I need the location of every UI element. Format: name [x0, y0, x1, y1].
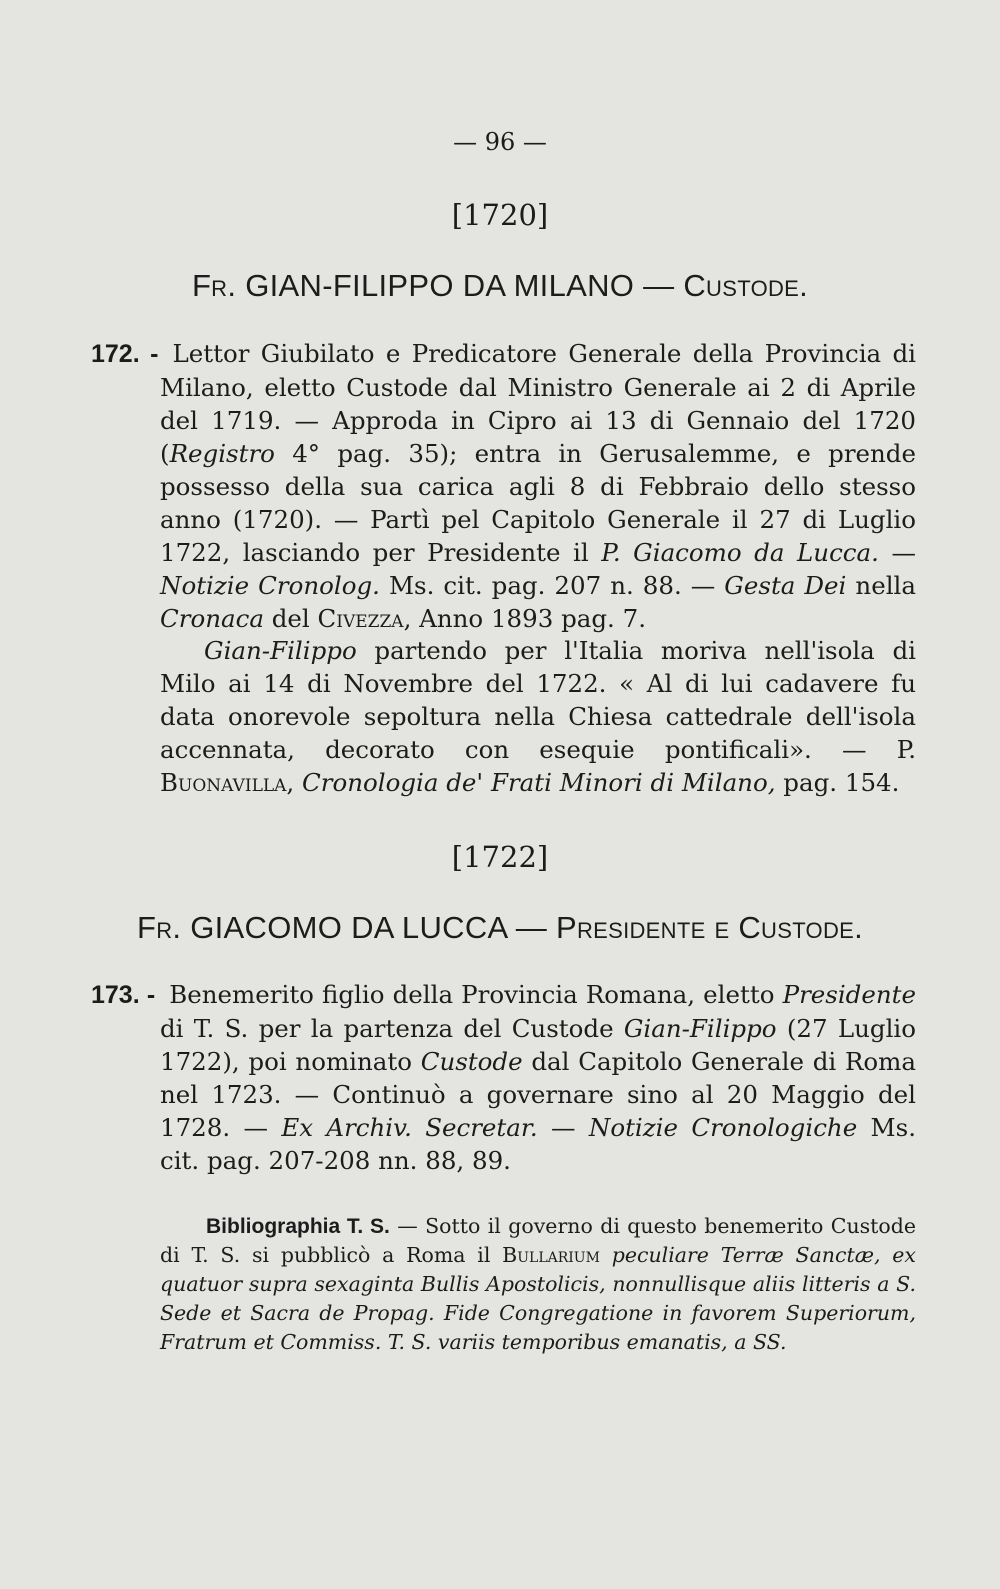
- text-run: pag. 154.: [775, 768, 900, 797]
- text-run: Ms. cit. pag. 207 n. 88. —: [379, 571, 725, 600]
- text-run: [600, 1243, 612, 1267]
- italic-run: Gian-Filippo: [623, 1014, 777, 1043]
- italic-run: Cronologia de' Frati Minori di Milano,: [302, 768, 776, 797]
- text-run: —: [537, 1113, 589, 1142]
- italic-run: Registro: [169, 439, 275, 468]
- year-marker-1720: [1720]: [451, 198, 549, 232]
- italic-run: Presidente: [782, 980, 916, 1009]
- text-run: partendo per l'Italia moriva nell'isola di Milo ai 14 di Novembre del 1722. « Al di lui cadavere fu data onorevole sepoltura nella Chiesa cattedrale dell'isola accennata, decorato con esequie pontificali». — P.: [160, 636, 916, 764]
- text-run: 4° pag. 35); entra in Gerusalemme, e prende possesso della sua carica agli 8 di Febbraio dello stesso anno (1720). — Partì pel Capitolo Generale il 27 di Luglio 1722, lasciando per Presidente il: [160, 439, 916, 567]
- text-run: —: [878, 538, 916, 567]
- text-run: nella: [846, 571, 916, 600]
- italic-run: Cronaca: [160, 604, 264, 633]
- heading-title: Custode.: [683, 268, 809, 303]
- entry-number-172: 172. -: [91, 340, 159, 368]
- author-name: Buonavilla: [160, 768, 287, 797]
- heading-dash: —: [643, 268, 675, 303]
- entry-172-paragraph-1: [91, 337, 916, 635]
- text-run: Ms. cit. pag. 207-208 nn. 88, 89.: [160, 1113, 916, 1175]
- entry-number-173: 173. -: [91, 981, 156, 1009]
- heading-title: Presidente e Custode.: [555, 910, 864, 945]
- italic-run: Gesta Dei: [724, 571, 847, 600]
- heading-prefix: Fr.: [191, 268, 237, 303]
- text-run: Lettor Giubilato e Predicatore Generale della Provincia di Milano, eletto Custode dal Ministro Generale ai 2 di Aprile del 1719. — Approda in Cipro ai 13 di Gennaio del 1720 (: [160, 339, 916, 468]
- italic-run: Custode: [420, 1047, 523, 1076]
- heading-dash: —: [515, 910, 548, 945]
- text-run: , Anno 1893 pag. 7.: [403, 604, 647, 633]
- italic-run: peculiare Terræ Sanctæ, ex quatuor supra sexaginta Bullis Apostolicis, nonnullisque aliis litteris a S. Sede et Sacra de Propag. Fide Congregatione in favorem Superiorum, Fratrum et Commiss. T. S. variis temporibus emanatis, a SS.: [160, 1243, 916, 1354]
- italic-run: Notizie Cronolog.: [160, 571, 380, 600]
- text-run: ,: [286, 768, 302, 797]
- heading-prefix: Fr.: [136, 910, 182, 945]
- section-heading-giacomo: [0, 910, 1000, 946]
- heading-name: GIAN-FILIPPO DA MILANO: [245, 268, 635, 303]
- italic-run: Notizie Cronologiche: [588, 1113, 858, 1142]
- text-run: del: [263, 604, 318, 633]
- bibliography-note: [160, 1212, 916, 1357]
- italic-run: P. Giacomo da Lucca.: [601, 538, 879, 567]
- entry-173-paragraph-1: [91, 978, 917, 1177]
- year-marker-1722: [1722]: [451, 840, 549, 874]
- bullarium-title: Bullarium: [502, 1243, 600, 1267]
- section-heading-gian-filippo: [0, 268, 1000, 304]
- text-run: (27 Luglio 1722), poi nominato: [160, 1014, 917, 1076]
- italic-run: Ex Archiv. Secretar.: [281, 1113, 538, 1142]
- text-run: — Sotto il governo di questo benemerito Custode di T. S. si pubblicò a Roma il: [160, 1214, 916, 1267]
- italic-run: Gian-Filippo: [204, 636, 357, 665]
- entry-172-paragraph-2: [160, 634, 916, 799]
- author-name: Civezza: [317, 604, 404, 633]
- text-run: Benemerito figlio della Provincia Romana, eletto: [169, 980, 783, 1009]
- bibliography-lead: Bibliographia T. S.: [206, 1215, 390, 1238]
- page-number: — 96 —: [453, 128, 547, 156]
- heading-name: GIACOMO DA LUCCA: [190, 910, 507, 945]
- text-run: dal Capitolo Generale di Roma nel 1723. — Continuò a governare sino al 20 Maggio del 1728. —: [160, 1047, 916, 1142]
- text-run: di T. S. per la partenza del Custode: [160, 1014, 624, 1043]
